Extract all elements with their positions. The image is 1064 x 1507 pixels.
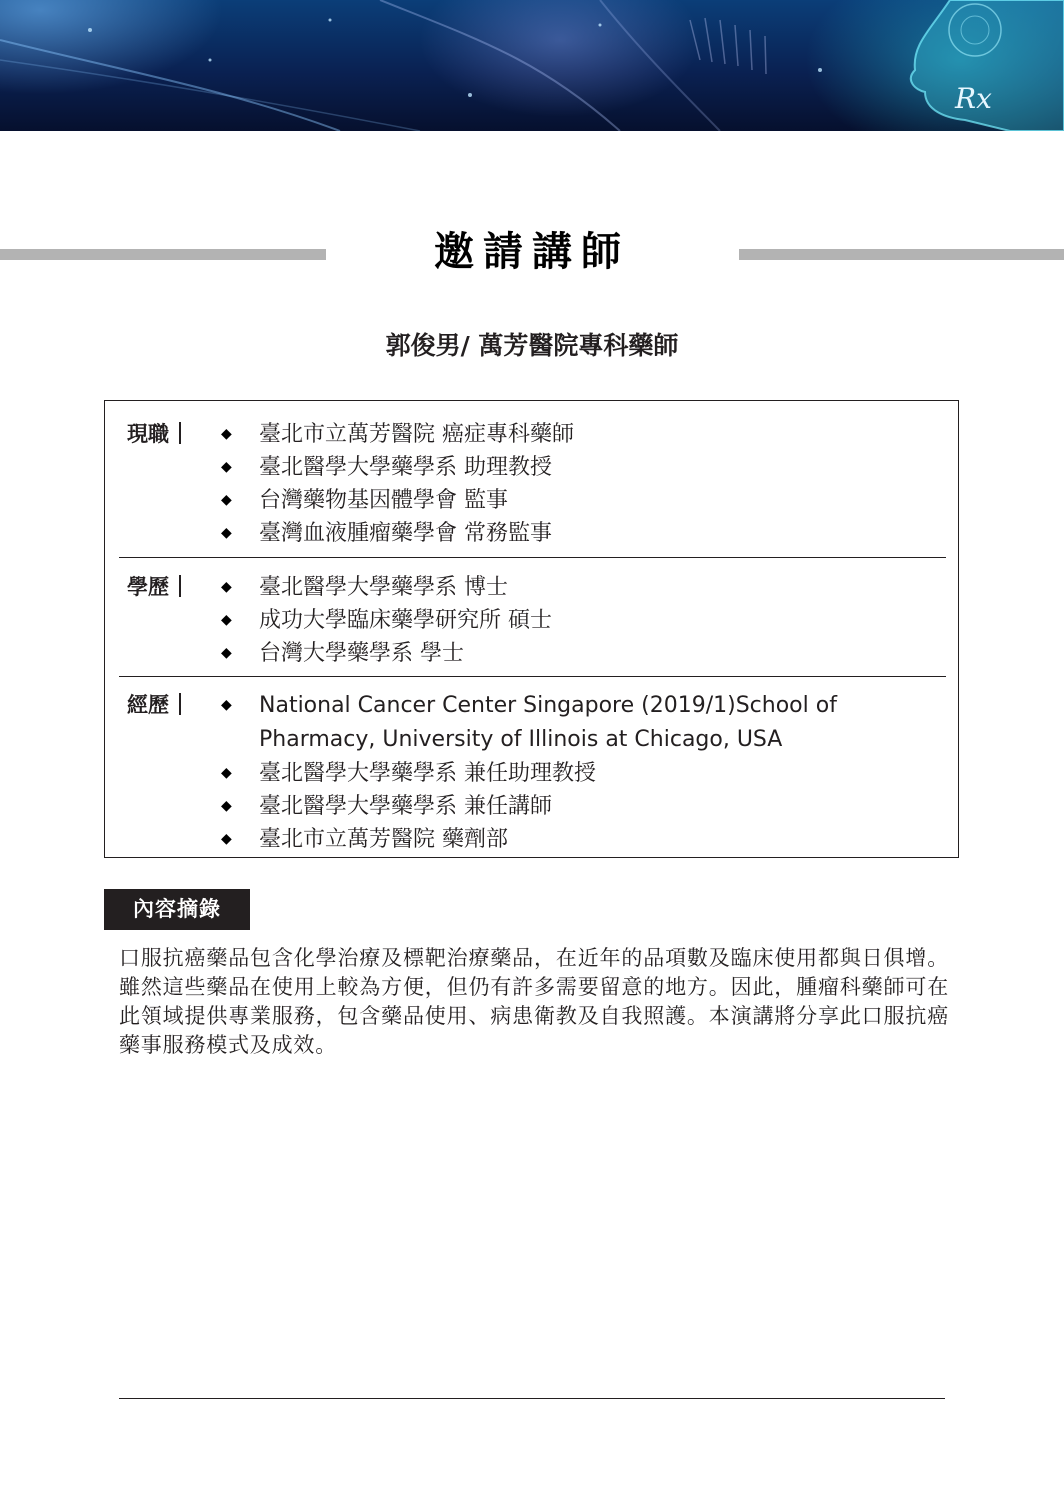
abstract-heading: 內容摘錄 [104,889,250,930]
education-list [219,571,949,670]
list-item: ◆ 臺北醫學大學藥學系 兼任助理教授 [219,757,949,790]
list-item: ◆ 台灣大學藥學系 學士 [219,637,949,670]
list-item: ◆ National Cancer Center Singapore (2019/1)School of Pharmacy, University of Illinois at Chicago, USA [219,689,949,757]
list-item: ◆ 台灣藥物基因體學會 監事 [219,484,949,517]
banner-artwork [0,0,1064,131]
experience-list [219,689,949,856]
speaker-name-title: 郭俊男/ 萬芳醫院專科藥師 [385,331,679,360]
rx-logo: Rx [955,82,992,115]
section-current-positions [119,414,946,558]
list-item: ◆ 臺北醫學大學藥學系 博士 [219,571,949,604]
list-item: ◆ 臺北市立萬芳醫院 藥劑部 [219,823,949,856]
title-rule-right [739,249,1064,260]
diamond-bullet-icon: ◆ [221,765,232,781]
list-item: ◆ 臺北醫學大學藥學系 助理教授 [219,451,949,484]
abstract-text: 口服抗癌藥品包含化學治療及標靶治療藥品，在近年的品項數及臨床使用都與日俱增。雖然這些藥品在使用上較為方便，但仍有許多需要留意的地方。因此，腫瘤科藥師可在此領域提供專業服務，包含藥品使用、病患衛教及自我照護。本演講將分享此口服抗癌藥事服務模式及成效。 [119,946,949,1057]
diamond-bullet-icon: ◆ [221,579,232,595]
diamond-bullet-icon: ◆ [221,831,232,847]
section-label: 學歷 [127,571,181,603]
page-title: 邀請講師 [434,229,630,275]
section-label: 經歷 [127,689,181,721]
section-label: 現職 [127,418,181,450]
diamond-bullet-icon: ◆ [221,426,232,442]
footer-rule [119,1398,945,1399]
list-item: ◆ 成功大學臨床藥學研究所 碩士 [219,604,949,637]
diamond-bullet-icon: ◆ [221,525,232,541]
list-item: ◆ 臺灣血液腫瘤藥學會 常務監事 [219,517,949,550]
section-education [119,567,946,677]
diamond-bullet-icon: ◆ [221,798,232,814]
title-rule-left [0,249,326,260]
list-item: ◆ 臺北市立萬芳醫院 癌症專科藥師 [219,418,949,451]
diamond-bullet-icon: ◆ [221,492,232,508]
position-list [219,418,949,550]
diamond-bullet-icon: ◆ [221,697,232,713]
section-experience [119,685,946,852]
diamond-bullet-icon: ◆ [221,645,232,661]
speaker-profile-box [104,400,959,858]
header-banner [0,0,1064,131]
list-item: ◆ 臺北醫學大學藥學系 兼任講師 [219,790,949,823]
diamond-bullet-icon: ◆ [221,459,232,475]
diamond-bullet-icon: ◆ [221,612,232,628]
